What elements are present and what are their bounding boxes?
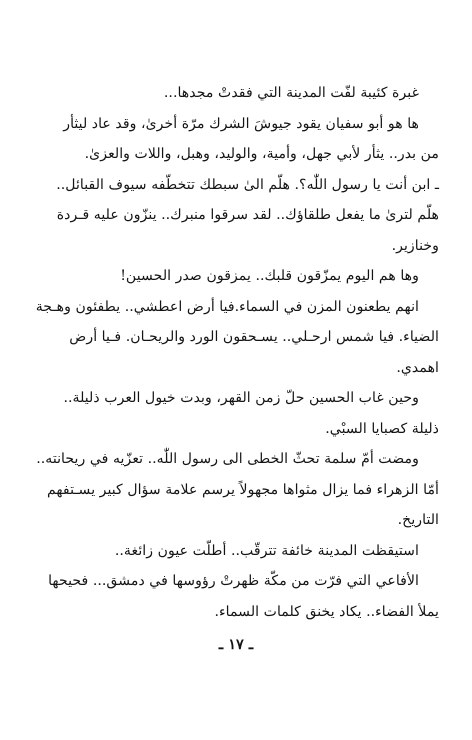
text-line-5: هلّم لترىٰ ما يفعل طلقاؤك.. لقد سرقوا منبرك.. ينزّون عليه قـردة	[56, 207, 439, 223]
text-line-10: اهمدي.	[396, 359, 439, 376]
text-line-2: ها هو أبو سفيان يقود جيوشَ الشرك مرّة أخرىٰ، وقد عاد ليثأر	[63, 115, 419, 132]
text-line-6: وخنازير.	[391, 237, 439, 254]
text-line-13: ومضت أمّ سلمة تحثّ الخطى الى رسول اللّٰه.. تعزّيه في ريحانته..	[36, 451, 419, 467]
text-line-4: ـ ابن أنت يا رسول اللّٰه؟. هلّم الىٰ سبطك تتخطّفه سيوف القبائل..	[56, 176, 439, 193]
page-number: ـ ١٧ ـ	[218, 636, 254, 653]
text-line-8: انهم يطعنون المزن في السماء.فيا أرض اعطشي.. يطفئون وهـجة	[35, 298, 419, 315]
text-line-15: التاريخ.	[397, 512, 439, 528]
text-line-3: من بدر.. يثأر لأبي جهل، وأمية، والوليد، وهبل، واللات والعزىٰ.	[84, 146, 439, 162]
text-line-14: أمّا الزهراء فما يزال مثواها مجهولاً يرسم علامة سؤال كبير يسـتفهم	[46, 481, 439, 498]
page-body-text	[30, 78, 439, 627]
text-line-11: وحين غاب الحسين حلّ زمن القهر، وبدت خيول العرب ذليلة..	[63, 390, 419, 406]
text-line-7: وها هم اليوم يمزّقون قلبك.. يمزقون صدر الحسين!	[120, 268, 419, 284]
text-line-17: الأفاعي التي فرّت من مكّة ظهرتْ رؤوسها في دمشق... فحيحها	[48, 573, 419, 589]
text-line-18: يملأ الفضاء.. يكاد يخنق كلمات السماء.	[214, 603, 439, 620]
text-line-1: غبرة كئيبة لفّت المدينة التي فقدتْ مجدها...	[163, 85, 419, 101]
text-line-16: استيقظت المدينة خائفة تترقّب.. أطلّت عيون زائغة..	[114, 542, 419, 559]
text-line-12: ذليلة كصبايا السبْي.	[325, 420, 439, 437]
text-line-9: الضياء. فيا شمس ارحـلي.. يسـحقون الورد والريحـان. فـيا أرض	[69, 329, 439, 345]
